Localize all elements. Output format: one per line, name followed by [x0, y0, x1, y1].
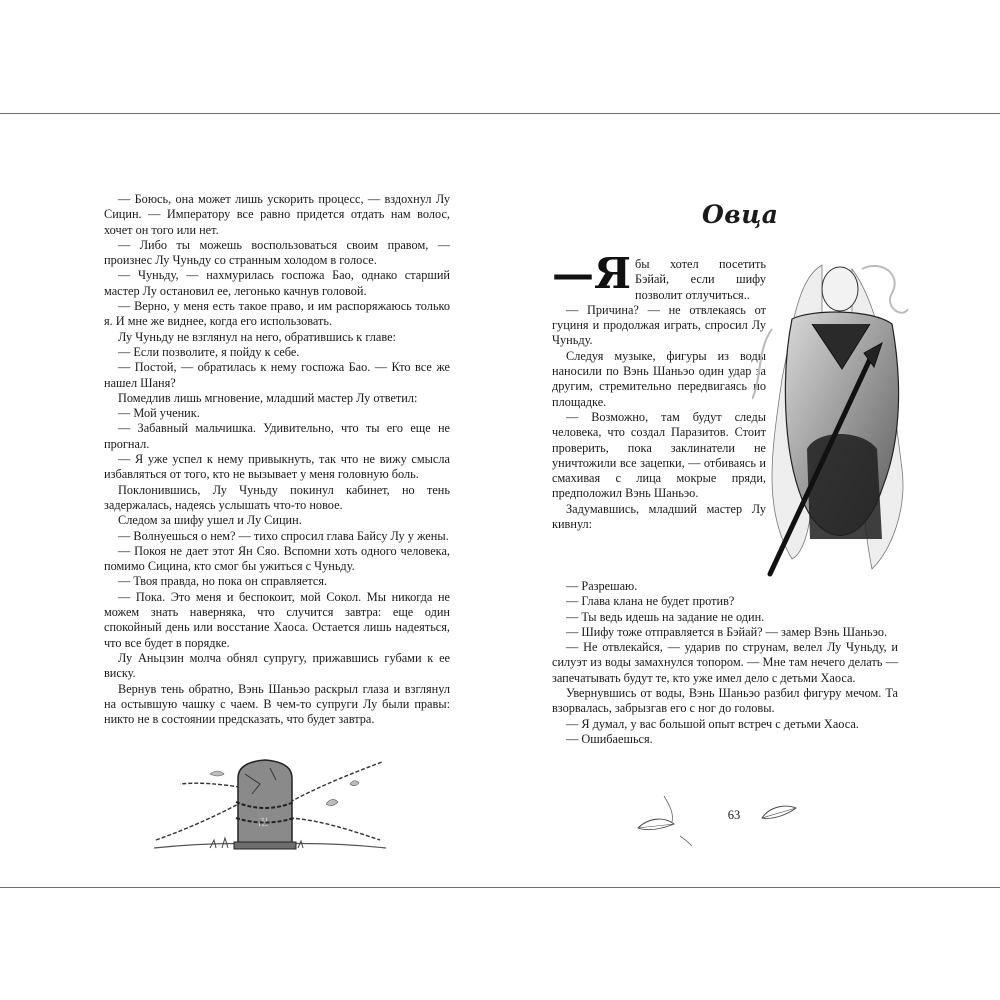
paragraph: — Ты ведь идешь на задание не один. [566, 609, 765, 624]
paragraph: — Мой ученик. [118, 406, 200, 421]
paragraph: — Я думал, у вас большой опыт встреч с детьми Хаоса. [566, 716, 859, 731]
paragraph: — Шифу тоже отправляется в Бэйай? — замер Вэнь Шаньэо. [566, 624, 888, 639]
paragraph: Увернувшись от воды, Вэнь Шаньэо разбил фигуру мечом. Та взорвалась, забрызгав его с ног до головы. [552, 686, 898, 716]
paragraph: Лу Чуньду не взглянул на него, обратившись к главе: [118, 329, 396, 344]
paragraph: — Постой, — обратилась к нему госпожа Бао. — Кто все же нашел Шаня? [104, 360, 450, 390]
opening-text: бы хотел посетить Бэйай, если шифу позволит отлучиться.. [635, 257, 766, 302]
paragraph: — Возможно, там будут следы человека, что создал Паразитов. Стоит проверить, пока заклинатели не уничтожили все зацепки, — отбиваясь и смахивая с лица мокрые пряди, предположил Вэнь Шаньэо. [552, 409, 766, 501]
paragraph: — Чуньду, — нахмурилась госпожа Бао, однако старший мастер Лу остановил ее, легонько качнув головой. [104, 268, 450, 298]
paragraph: Вернув тень обратно, Вэнь Шаньэо раскрыл глаза и взглянул на остывшую чашку с чаем. В чем-то супруги Лу были правы: никто не в состоянии предсказать, что будет завтра. [104, 681, 450, 727]
chained-tombstone-illustration [150, 744, 390, 854]
paragraph: — Забавный мальчишка. Удивительно, что ты его еще не прогнал. [104, 421, 450, 451]
paragraph: — Разрешаю. [566, 579, 638, 593]
paragraph: — Причина? — не отвлекаясь от гуциня и продолжая играть, спросил Лу Чуньду. [552, 302, 766, 348]
warrior-illustration [752, 249, 912, 579]
paragraph: — Боюсь, она может лишь ускорить процесс, — вздохнул Лу Сицин. — Императору все равно придется отдать нам волос, хочет он того или нет. [104, 192, 450, 237]
paragraph: — Покоя не дает этот Ян Сяо. Вспомни хоть одного человека, помимо Сицина, кто смог бы ужиться с Чуньду. [104, 543, 450, 574]
paragraph: Помедлив лишь мгновение, младший мастер Лу ответил: [118, 390, 418, 405]
paragraph: Следом за шифу ушел и Лу Сицин. [118, 513, 302, 528]
paragraph: — Верно, у меня есть такое право, и им распоряжаюсь только я. И мне же виднее, когда его использовать. [104, 299, 450, 329]
paragraph: Задумавшись, младший мастер Лу кивнул: [552, 501, 766, 532]
tombstone-icon [234, 760, 296, 849]
opening-paragraph [552, 249, 766, 303]
paragraph: — Глава клана не будет против? [566, 594, 735, 609]
paragraph: — Твоя правда, но пока он справляется. [118, 574, 328, 589]
paragraph: — Если позволите, я пойду к себе. [118, 344, 300, 359]
page-number: 63 [727, 808, 741, 822]
feather-icon [760, 798, 800, 828]
left-page-text [104, 192, 450, 727]
paragraph: — Волнуешься о нем? — тихо спросил глава Байсу Лу у жены. [118, 528, 449, 543]
left-page [0, 114, 500, 887]
paragraph: Лу Аньцзин молча обнял супругу, прижавшись губами к ее виску. [104, 650, 450, 681]
feather-icon [634, 788, 694, 848]
book-spread [0, 113, 1000, 888]
paragraph: Следуя музыке, фигуры из воды наносили по Вэнь Шаньэо один удар за другим, стремительно передвигаясь по площадке. [552, 348, 766, 409]
svg-text:卍: 卍 [258, 818, 268, 829]
paragraph: — Пока. Это меня и беспокоит, мой Сокол. Мы никогда не можем знать наверняка, что случится завтра: еще один спокойный день или восстание Хаоса. Остается лишь надеяться, что все будет в порядке. [104, 589, 450, 650]
chapter-title: Овца [702, 200, 779, 229]
paragraph: — Не отвлекайся, — ударив по струнам, велел Лу Чуньду, и силуэт из воды замахнулся топором. — Мне там нечего делать — запечатывать будут те, кто уже имел дело с детьми Хаоса. [552, 640, 898, 685]
paragraph: Поклонившись, Лу Чуньду покинул кабинет, но тень задержалась, надеясь услышать что-то новое. [104, 482, 450, 512]
right-page-text-bottom [552, 579, 898, 747]
paragraph: — Я уже успел к нему привыкнуть, так что не вижу смысла избавляться от того, кто не вызывает у меня головную боль. [104, 452, 450, 482]
paragraph: — Либо ты можешь воспользоваться своим правом, — произнес Лу Чуньду со странным холодом в голосе. [104, 237, 450, 268]
drop-cap: —Я [552, 249, 632, 298]
right-page-text-top [552, 249, 766, 532]
paragraph: — Ошибаешься. [566, 731, 653, 746]
